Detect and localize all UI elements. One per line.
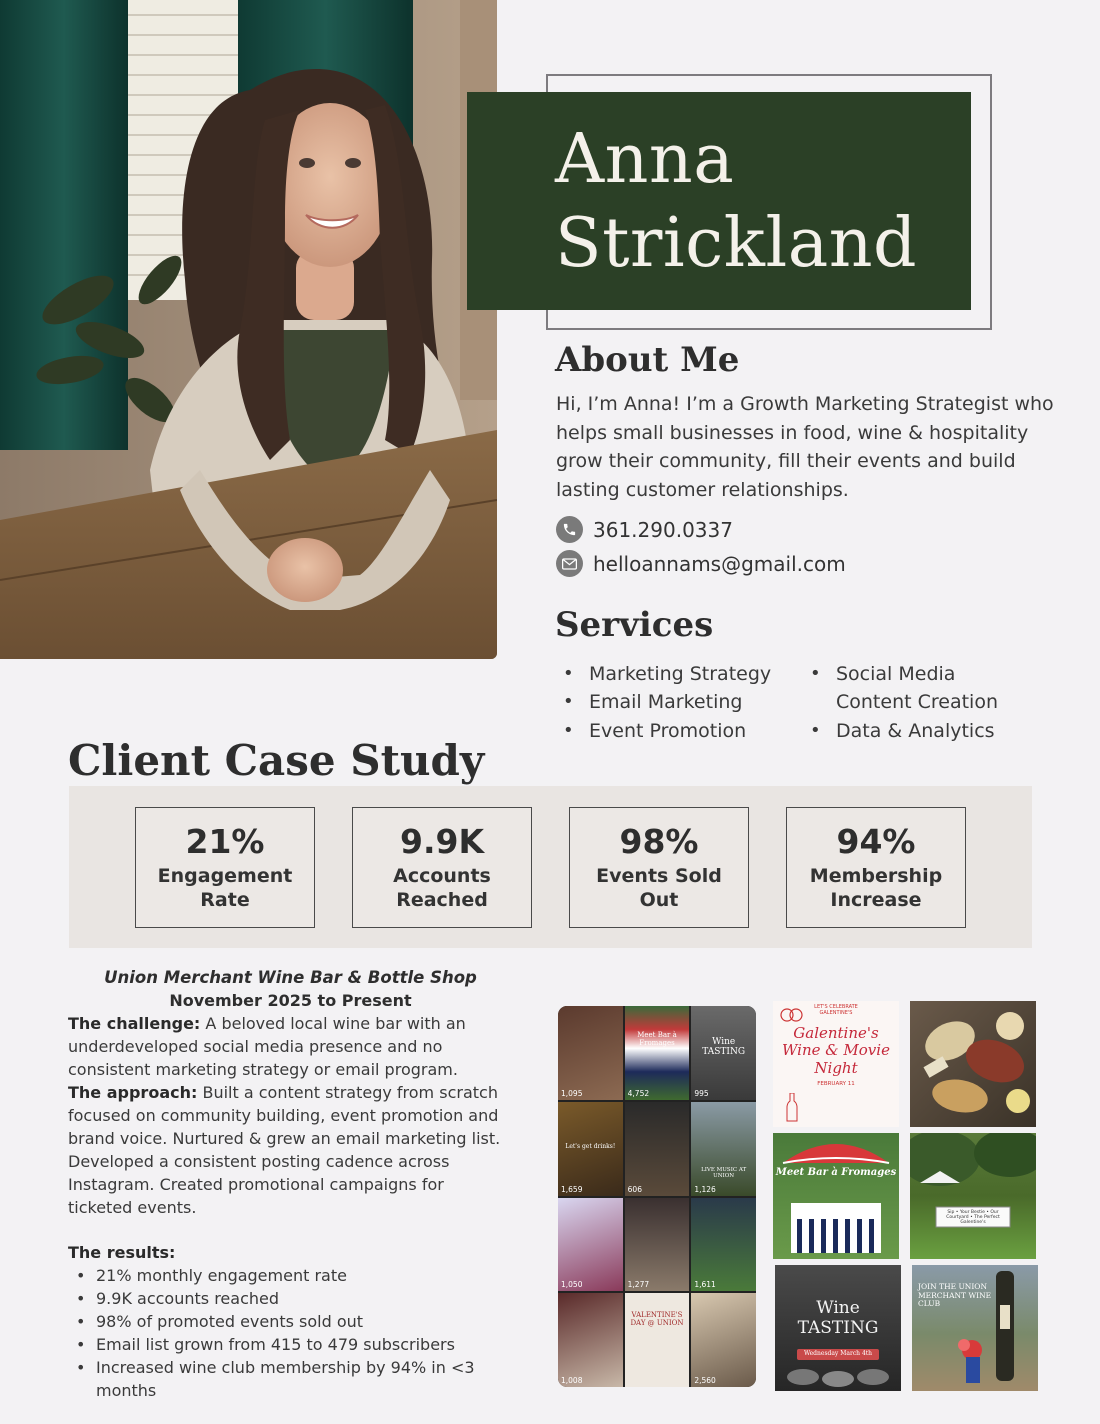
view-count: 1,611: [694, 1280, 716, 1290]
result-item: • 98% of promoted events sold out: [68, 1310, 513, 1333]
wine-tasting-flyer: [775, 1265, 901, 1391]
about-text: Hi, I’m Anna! I’m a Growth Marketing Strategist who helps small businesses in food, wine & hospitality grow their community, fill their events and build lasting customer relationships.: [556, 393, 1054, 501]
galentines-flyer-image: [773, 1001, 899, 1127]
phone-number: 361.290.0337: [593, 517, 733, 542]
view-count: 1,095: [561, 1088, 583, 1098]
stat-card-engagement: [135, 807, 315, 928]
feed-tile: [691, 1102, 756, 1196]
feed-tile: [691, 1293, 756, 1387]
stats-panel: [69, 786, 1032, 948]
service-item: • Email Marketing: [559, 688, 771, 716]
approach-text: Built a content strategy from scratch focused on community building, event promotion and brand voice. Nurtured & grew an email marketing list. Developed a consistent posting cadence across Instagram. Created promotional campaigns for ticketed events.: [68, 1083, 501, 1217]
approach-label: The approach:: [68, 1083, 198, 1102]
mail-icon: [556, 550, 583, 577]
tile-label: LIVE MUSIC AT UNION: [701, 1167, 747, 1180]
feed-tile: [558, 1198, 623, 1292]
feed-tile: [558, 1102, 623, 1196]
stat-value: 9.9K: [399, 822, 485, 861]
view-count: 1,659: [561, 1184, 583, 1194]
tile-label: Meet Bar à Fromages: [637, 1031, 677, 1047]
view-count: 1,277: [627, 1280, 650, 1290]
contact-email[interactable]: [556, 550, 846, 577]
stat-label: Accounts Reached: [393, 865, 491, 912]
results-list: [68, 1264, 513, 1402]
stat-label: Engagement Rate: [157, 865, 293, 912]
approach-paragraph: [68, 1081, 513, 1219]
stat-card-accounts: [352, 807, 532, 928]
stat-card-events: [569, 807, 749, 928]
case-study-heading: Client Case Study: [68, 736, 485, 785]
challenge-paragraph: [68, 1012, 513, 1081]
view-count: 1,126: [694, 1184, 716, 1194]
challenge-label: The challenge:: [68, 1014, 201, 1033]
feed-tile: [558, 1006, 623, 1100]
stat-value: 94%: [836, 822, 916, 861]
instagram-feed-grid: [558, 1006, 756, 1387]
result-item: • 9.9K accounts reached: [68, 1287, 513, 1310]
client-name: Union Merchant Wine Bar & Bottle Shop: [104, 968, 477, 987]
services-list-left: [559, 660, 771, 745]
stat-label: Events Sold Out: [596, 865, 722, 912]
service-item: • Social Media Content Creation: [806, 660, 1026, 717]
tile-label: Let's get drinks!: [565, 1142, 616, 1150]
services-list-right: [806, 660, 1026, 745]
view-count: 4,752: [627, 1088, 650, 1098]
first-name: Anna: [555, 120, 735, 199]
flyer-date: FEBRUARY 11: [817, 1081, 855, 1087]
view-count: 2,560: [694, 1376, 716, 1385]
stat-value: 21%: [185, 822, 265, 861]
tasting-date: Wednesday March 4th: [797, 1349, 879, 1360]
services-heading: Services: [555, 605, 714, 645]
service-item: • Event Promotion: [559, 717, 771, 745]
wine-club-text: JOIN THE UNION MERCHANT WINE CLUB: [918, 1282, 992, 1309]
courtyard-sign: Sip • Your Bestie • Our Courtyard • The Perfect Galentine's: [946, 1210, 1000, 1226]
flyer-small-text: LET'S CELEBRATE GALENTINE'S: [814, 1004, 858, 1016]
case-dates: November 2025 to Present: [169, 991, 412, 1010]
phone-icon: [556, 516, 583, 543]
feed-tile: [691, 1198, 756, 1292]
charcuterie-photo: [910, 1001, 1036, 1127]
challenge-text: A beloved local wine bar with an underdeveloped social media presence and no consistent marketing strategy or email program.: [68, 1014, 466, 1079]
stat-label: Membership Increase: [809, 865, 943, 912]
view-count: 1,008: [561, 1376, 583, 1385]
feed-tile: [625, 1102, 690, 1196]
feed-tile: [558, 1293, 623, 1387]
tile-label: VALENTINE'S DAY @ UNION: [630, 1311, 684, 1327]
result-item: • 21% monthly engagement rate: [68, 1264, 513, 1287]
results-heading: The results:: [68, 1243, 176, 1262]
flyer-title: Galentine's Wine & Movie Night: [782, 1024, 890, 1077]
feed-tile: [625, 1293, 690, 1387]
service-item: • Data & Analytics: [806, 717, 1026, 745]
case-study-body: [68, 966, 513, 1402]
feed-tile: [691, 1006, 756, 1100]
contact-phone[interactable]: [556, 516, 733, 543]
wine-club-photo: [912, 1265, 1038, 1391]
view-count: 1,050: [561, 1280, 583, 1290]
feed-tile: [625, 1006, 690, 1100]
profile-photo: [0, 0, 497, 659]
feed-tile: [625, 1198, 690, 1292]
last-name: Strickland: [555, 204, 918, 283]
stat-value: 98%: [619, 822, 699, 861]
result-item: • Email list grown from 415 to 479 subscribers: [68, 1333, 513, 1356]
courtyard-photo: [910, 1133, 1036, 1259]
tasting-title: Wine TASTING: [797, 1298, 879, 1338]
email-address: helloannams@gmail.com: [593, 551, 846, 576]
result-item: • Increased wine club membership by 94% in <3 months: [68, 1356, 513, 1402]
view-count: 995: [694, 1088, 709, 1098]
tile-label: Wine TASTING: [702, 1036, 746, 1057]
service-item: • Marketing Strategy: [559, 660, 771, 688]
fromage-title: Meet Bar à Fromages: [775, 1167, 897, 1178]
about-heading: About Me: [555, 340, 740, 380]
fromage-cart-image: [773, 1133, 899, 1259]
view-count: 606: [627, 1184, 642, 1194]
stat-card-membership: [786, 807, 966, 928]
